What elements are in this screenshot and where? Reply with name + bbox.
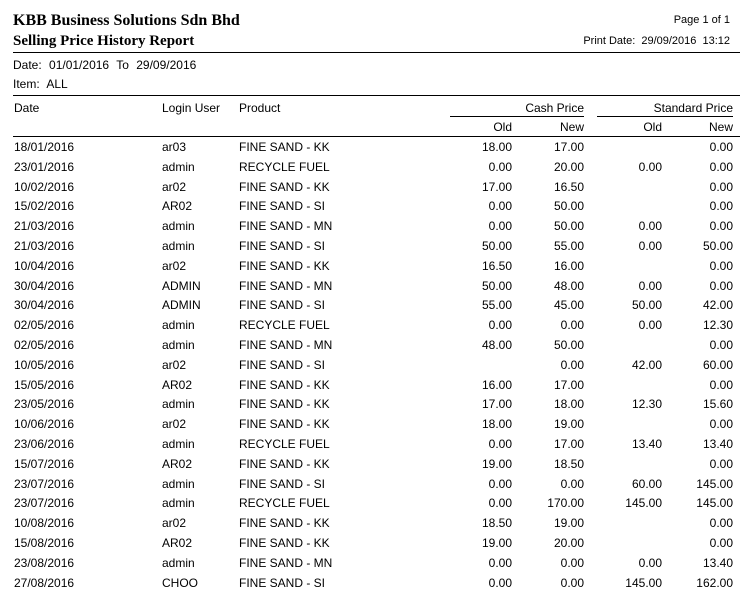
table-row: [0, 158, 750, 178]
cell-cash-old: 18.50: [481, 516, 512, 531]
cell-cash-old: 17.00: [481, 397, 512, 412]
cell-product: FINE SAND - MN: [239, 278, 333, 293]
cell-standard-new: 0.00: [709, 219, 733, 234]
cell-cash-old: 0.00: [488, 318, 512, 333]
column-header-product: Product: [239, 101, 281, 115]
cell-login-user: ar03: [162, 140, 187, 154]
cell-standard-old: 0.00: [638, 318, 662, 333]
cell-standard-new: 13.40: [702, 555, 733, 570]
item-label: Item:: [13, 77, 40, 91]
page-number: Page 1 of 1: [673, 14, 730, 26]
cell-date: 15/07/2016: [14, 456, 75, 471]
cell-cash-new: 0.00: [560, 318, 584, 333]
table-row: [0, 178, 750, 198]
company-name: KBB Business Solutions Sdn Bhd: [13, 12, 240, 29]
cell-product: FINE SAND - MN: [239, 555, 333, 570]
cell-product: FINE SAND - KK: [239, 417, 330, 432]
table-row: [0, 475, 750, 495]
cell-product: FINE SAND - KK: [239, 179, 330, 194]
cell-cash-new: 18.00: [553, 397, 584, 412]
cell-cash-new: 18.50: [553, 456, 584, 471]
cell-date: 23/06/2016: [14, 436, 75, 451]
header-divider: [13, 52, 740, 53]
table-row: [0, 237, 750, 257]
print-time-value: 13:12: [702, 35, 730, 47]
table-row: [0, 435, 750, 455]
cell-date: 10/05/2016: [14, 357, 75, 372]
table-row: [0, 356, 750, 376]
cell-product: FINE SAND - KK: [239, 456, 330, 471]
report-title: Selling Price History Report: [13, 33, 195, 49]
table-row: [0, 217, 750, 237]
cell-login-user: AR02: [162, 535, 193, 550]
table-row: [0, 257, 750, 277]
cell-date: 21/03/2016: [14, 219, 75, 234]
cell-product: FINE SAND - SI: [239, 238, 326, 253]
cell-date: 23/01/2016: [14, 159, 75, 174]
cell-login-user: admin: [162, 436, 195, 451]
cell-login-user: admin: [162, 555, 195, 570]
cell-product: RECYCLE FUEL: [239, 436, 330, 451]
item-filter: [13, 77, 72, 91]
cell-login-user: ar02: [162, 357, 187, 372]
cell-standard-new: 12.30: [702, 318, 733, 333]
cell-login-user: admin: [162, 337, 195, 352]
cell-standard-old: 0.00: [638, 555, 662, 570]
cell-product: FINE SAND - SI: [239, 476, 326, 491]
cell-standard-new: 0.00: [709, 159, 733, 174]
cell-cash-old: 18.00: [481, 140, 512, 154]
cell-cash-old: 18.00: [481, 417, 512, 432]
cell-date: 10/04/2016: [14, 258, 75, 273]
cell-date: 15/08/2016: [14, 535, 75, 550]
cell-cash-new: 16.50: [553, 179, 584, 194]
cell-date: 23/07/2016: [14, 496, 75, 511]
table-row: [0, 554, 750, 574]
cell-standard-old: 50.00: [631, 298, 662, 313]
table-row: [0, 376, 750, 396]
column-header-standard-new: New: [708, 120, 733, 134]
print-date-label: Print Date:: [583, 35, 636, 47]
table-row: [0, 138, 750, 158]
cell-date: 27/08/2016: [14, 575, 75, 590]
cell-standard-new: 0.00: [709, 456, 733, 471]
cell-date: 10/06/2016: [14, 417, 75, 432]
cell-date: 15/05/2016: [14, 377, 75, 392]
column-header-cash-old: Old: [493, 120, 512, 134]
cell-cash-new: 55.00: [553, 238, 584, 253]
table-row: [0, 197, 750, 217]
cell-cash-new: 170.00: [547, 496, 584, 511]
cell-product: FINE SAND - KK: [239, 377, 330, 392]
cell-cash-old: 19.00: [481, 535, 512, 550]
cell-cash-old: 55.00: [481, 298, 512, 313]
date-to: 29/09/2016: [136, 58, 197, 72]
date-range-filter: [13, 58, 200, 72]
cell-cash-new: 17.00: [553, 436, 584, 451]
table-row: [0, 534, 750, 554]
cell-cash-old: 19.00: [481, 456, 512, 471]
cell-cash-old: 0.00: [488, 555, 512, 570]
body-divider: [13, 136, 740, 137]
cell-standard-new: 50.00: [702, 238, 733, 253]
cell-cash-old: 0.00: [488, 436, 512, 451]
cell-login-user: ar02: [162, 516, 187, 531]
item-value: ALL: [46, 77, 68, 91]
cell-product: RECYCLE FUEL: [239, 159, 330, 174]
cell-product: FINE SAND - MN: [239, 219, 333, 234]
cell-cash-old: 0.00: [488, 219, 512, 234]
cell-cash-old: 50.00: [481, 278, 512, 293]
cell-login-user: AR02: [162, 199, 193, 214]
cell-cash-new: 16.00: [553, 258, 584, 273]
price-history-table: [0, 138, 750, 593]
cell-standard-new: 145.00: [696, 476, 733, 491]
table-row: [0, 574, 750, 593]
cell-date: 23/07/2016: [14, 476, 75, 491]
cell-cash-old: 0.00: [488, 575, 512, 590]
cell-product: FINE SAND - KK: [239, 516, 330, 531]
cell-product: FINE SAND - SI: [239, 357, 326, 372]
column-header-login-user: Login User: [162, 101, 221, 115]
cell-cash-old: 0.00: [488, 496, 512, 511]
cell-product: FINE SAND - SI: [239, 298, 326, 313]
print-date: [583, 35, 730, 47]
table-row: [0, 455, 750, 475]
cell-standard-new: 162.00: [696, 575, 733, 590]
cell-login-user: admin: [162, 238, 195, 253]
cell-standard-old: 0.00: [638, 278, 662, 293]
cell-standard-new: 15.60: [702, 397, 733, 412]
table-row: [0, 514, 750, 534]
cell-date: 30/04/2016: [14, 278, 75, 293]
cell-login-user: admin: [162, 496, 195, 511]
table-row: [0, 336, 750, 356]
cell-standard-old: 145.00: [625, 575, 662, 590]
cell-standard-new: 145.00: [696, 496, 733, 511]
cell-cash-new: 19.00: [553, 516, 584, 531]
cell-standard-new: 0.00: [709, 199, 733, 214]
cell-login-user: admin: [162, 476, 195, 491]
cell-cash-new: 0.00: [560, 357, 584, 372]
date-from: 01/01/2016: [49, 58, 110, 72]
cell-cash-new: 17.00: [553, 140, 584, 154]
cell-login-user: ar02: [162, 179, 187, 194]
cell-product: FINE SAND - KK: [239, 535, 330, 550]
cell-product: FINE SAND - SI: [239, 199, 326, 214]
cell-product: FINE SAND - KK: [239, 258, 330, 273]
cell-date: 23/08/2016: [14, 555, 75, 570]
cell-standard-new: 0.00: [709, 140, 733, 154]
cell-standard-old: 13.40: [631, 436, 662, 451]
cell-standard-new: 0.00: [709, 278, 733, 293]
cell-date: 10/02/2016: [14, 179, 75, 194]
column-header-divider: [13, 95, 740, 96]
cell-login-user: admin: [162, 159, 195, 174]
date-label: Date:: [13, 58, 42, 72]
cell-cash-new: 50.00: [553, 199, 584, 214]
cell-cash-new: 45.00: [553, 298, 584, 313]
cell-cash-old: 17.00: [481, 179, 512, 194]
table-row: [0, 277, 750, 297]
cell-standard-old: 0.00: [638, 159, 662, 174]
cell-cash-old: 48.00: [481, 337, 512, 352]
cell-date: 30/04/2016: [14, 298, 75, 313]
cell-cash-new: 20.00: [553, 535, 584, 550]
cell-date: 15/02/2016: [14, 199, 75, 214]
cell-product: RECYCLE FUEL: [239, 496, 330, 511]
cell-date: 10/08/2016: [14, 516, 75, 531]
cell-date: 23/05/2016: [14, 397, 75, 412]
cell-product: FINE SAND - KK: [239, 397, 330, 412]
cell-standard-new: 0.00: [709, 377, 733, 392]
cell-login-user: CHOO: [162, 575, 198, 590]
cell-login-user: ADMIN: [162, 298, 201, 313]
cell-cash-new: 0.00: [560, 476, 584, 491]
cell-standard-new: 0.00: [709, 337, 733, 352]
cell-cash-new: 48.00: [553, 278, 584, 293]
cell-cash-new: 50.00: [553, 337, 584, 352]
cell-product: FINE SAND - KK: [239, 140, 330, 154]
cell-product: RECYCLE FUEL: [239, 318, 330, 333]
cell-login-user: AR02: [162, 377, 193, 392]
cell-product: FINE SAND - MN: [239, 337, 333, 352]
cell-standard-old: 42.00: [631, 357, 662, 372]
column-header-standard-old: Old: [643, 120, 662, 134]
cell-standard-new: 0.00: [709, 258, 733, 273]
cell-cash-new: 50.00: [553, 219, 584, 234]
cell-product: FINE SAND - SI: [239, 575, 326, 590]
cell-standard-new: 0.00: [709, 516, 733, 531]
cell-cash-old: 16.00: [481, 377, 512, 392]
table-row: [0, 494, 750, 514]
table-row: [0, 415, 750, 435]
cell-login-user: admin: [162, 219, 195, 234]
cell-date: 21/03/2016: [14, 238, 75, 253]
to-label: To: [116, 58, 129, 72]
cell-cash-old: 16.50: [481, 258, 512, 273]
table-row: [0, 316, 750, 336]
cell-date: 02/05/2016: [14, 337, 75, 352]
cell-cash-new: 20.00: [553, 159, 584, 174]
cell-standard-new: 0.00: [709, 535, 733, 550]
cell-date: 02/05/2016: [14, 318, 75, 333]
print-date-value: 29/09/2016: [641, 35, 697, 47]
column-header-cash-new: New: [559, 120, 584, 134]
cell-cash-new: 0.00: [560, 575, 584, 590]
cell-login-user: ADMIN: [162, 278, 201, 293]
cell-cash-old: 0.00: [488, 199, 512, 214]
cell-standard-new: 13.40: [702, 436, 733, 451]
column-header-date: Date: [14, 101, 40, 115]
cell-cash-old: 0.00: [488, 159, 512, 174]
cell-standard-new: 60.00: [702, 357, 733, 372]
column-header-cash-price: Cash Price: [450, 101, 584, 117]
cell-login-user: admin: [162, 397, 195, 412]
cell-login-user: ar02: [162, 417, 187, 432]
cell-standard-old: 0.00: [638, 238, 662, 253]
cell-login-user: AR02: [162, 456, 193, 471]
cell-login-user: ar02: [162, 258, 187, 273]
cell-standard-new: 0.00: [709, 417, 733, 432]
cell-cash-old: 0.00: [488, 476, 512, 491]
cell-cash-new: 17.00: [553, 377, 584, 392]
cell-date: 18/01/2016: [14, 140, 75, 154]
cell-standard-old: 60.00: [631, 476, 662, 491]
column-header-standard-price: Standard Price: [597, 101, 733, 117]
cell-login-user: admin: [162, 318, 195, 333]
cell-standard-old: 145.00: [625, 496, 662, 511]
cell-standard-new: 42.00: [702, 298, 733, 313]
cell-standard-old: 12.30: [631, 397, 662, 412]
table-row: [0, 395, 750, 415]
cell-standard-new: 0.00: [709, 179, 733, 194]
cell-cash-new: 19.00: [553, 417, 584, 432]
cell-standard-old: 0.00: [638, 219, 662, 234]
cell-cash-new: 0.00: [560, 555, 584, 570]
table-row: [0, 296, 750, 316]
cell-cash-old: 50.00: [481, 238, 512, 253]
